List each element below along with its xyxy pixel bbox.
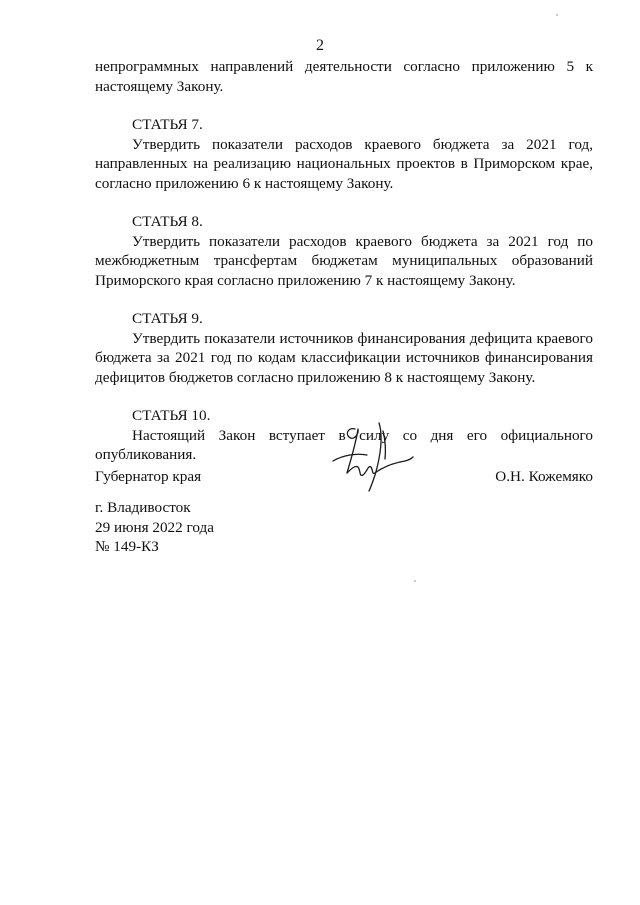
document-footer	[95, 498, 214, 557]
intro-continuation: непрограммных направлений деятельности согласно приложению 5 к настоящему Закону.	[95, 58, 593, 95]
article-text: Утвердить показатели расходов краевого бюджета за 2021 год, направленных на реализацию национальных проектов в Приморском крае, согласно приложению 6 к настоящему Закону.	[95, 135, 593, 192]
article-7	[95, 115, 593, 193]
issue-city: г. Владивосток	[95, 499, 191, 516]
law-number: № 149-КЗ	[95, 538, 159, 555]
article-heading: СТАТЬЯ 10.	[132, 407, 211, 424]
scan-speck	[556, 14, 558, 16]
issue-date: 29 июня 2022 года	[95, 518, 215, 536]
article-heading: СТАТЬЯ 8.	[132, 213, 203, 230]
article-text: Утвердить показатели источников финансирования дефицита краевого бюджета за 2021 год по кодам классификации источников финансирования дефицитов бюджетов согласно приложению 8 к настоящему Закону.	[95, 329, 593, 386]
signatory-title: Губернатор края	[95, 468, 202, 485]
article-8	[95, 212, 593, 290]
article-heading: СТАТЬЯ 9.	[132, 310, 203, 327]
page-number: 2	[316, 37, 324, 54]
handwritten-signature	[325, 415, 415, 495]
scan-speck	[414, 580, 416, 582]
article-text: Утвердить показатели расходов краевого бюджета за 2021 год по межбюджетным трансфертам бюджетам муниципальных образований Приморского края согласно приложению 7 к настоящему Закону.	[95, 232, 593, 289]
signatory-name: О.Н. Кожемяко	[495, 468, 593, 485]
article-heading: СТАТЬЯ 7.	[132, 116, 203, 133]
document-body	[95, 57, 593, 465]
article-9	[95, 309, 593, 387]
article-text: Настоящий Закон вступает в силу со дня его официального опубликования.	[95, 426, 593, 463]
